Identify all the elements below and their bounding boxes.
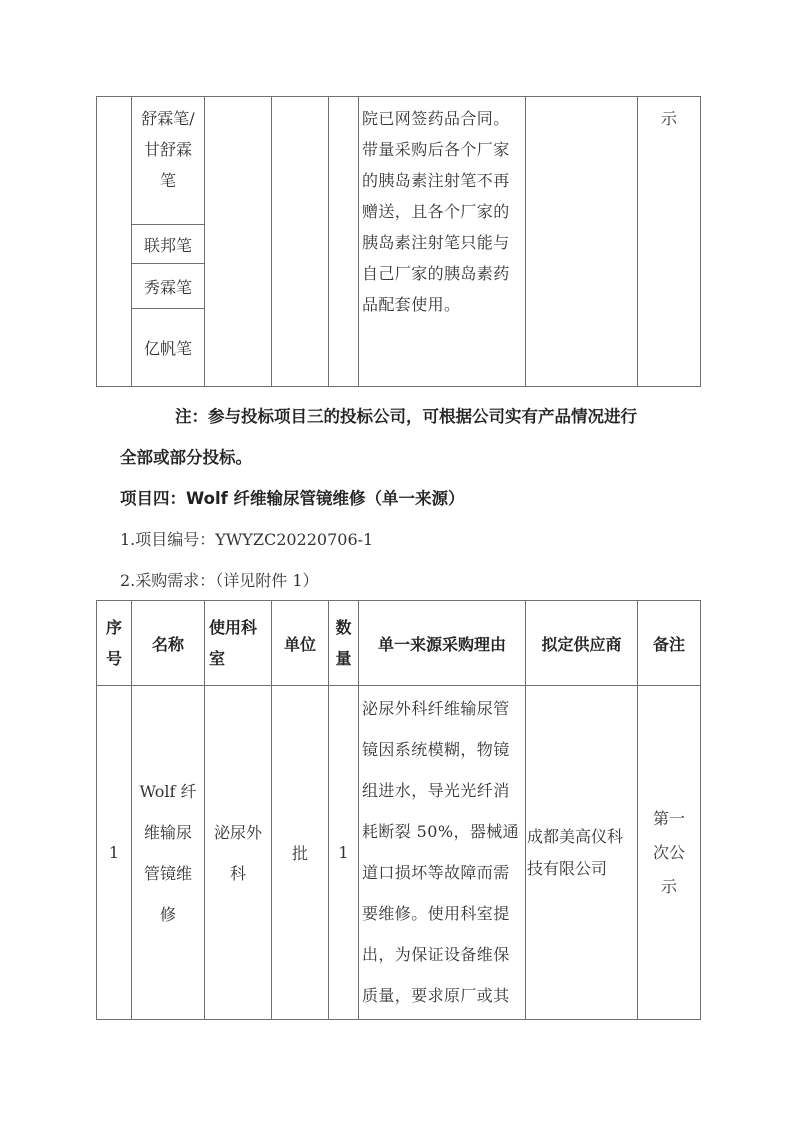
header-qty — [329, 601, 359, 686]
row-reason-line: 组进水，导光光纤消 — [362, 781, 510, 800]
product-cell-1 — [132, 97, 205, 225]
reason-line: 赠送，且各个厂家的 — [362, 202, 510, 221]
note-line-2: 全部或部分投标。 — [120, 448, 252, 467]
header-qty-line: 量 — [335, 649, 352, 668]
row-reason-line: 泌尿外科纤维输尿管 — [362, 699, 510, 718]
reason-line: 的胰岛素注射笔不再 — [362, 171, 510, 190]
header-unit: 单位 — [272, 601, 329, 686]
product-cell-4 — [132, 309, 205, 387]
seq-cell-empty — [97, 97, 132, 387]
row-unit: 批 — [272, 686, 329, 1020]
header-remark: 备注 — [638, 601, 701, 686]
reason-cell — [359, 97, 526, 387]
row-reason-line: 质量，要求原厂或其 — [362, 986, 510, 1005]
procurement-table — [96, 600, 701, 1020]
note-line-1: 注：参与投标项目三的投标公司，可根据公司实有产品情况进行 — [175, 407, 637, 426]
reason-line: 品配套使用。 — [362, 295, 461, 314]
product-cell-2 — [132, 225, 205, 264]
header-row — [97, 601, 701, 686]
header-seq-line: 序 — [105, 618, 122, 637]
header-dept-line: 使用科 — [209, 618, 258, 637]
row-name-line: 维输尿 — [143, 822, 192, 842]
supplier-cell-empty — [526, 97, 638, 387]
row-name — [132, 686, 205, 1020]
remark-text: 示 — [660, 109, 677, 128]
header-seq-line: 号 — [105, 649, 122, 668]
header-qty-line: 数 — [335, 618, 352, 637]
row-supplier — [526, 686, 638, 1020]
row-remark-line: 示 — [660, 876, 677, 896]
reason-line: 自己厂家的胰岛素药 — [362, 264, 510, 283]
product-line: 笔 — [159, 171, 176, 190]
row-remark — [638, 686, 701, 1020]
row-name-line: Wolf 纤 — [139, 781, 197, 801]
header-name: 名称 — [132, 601, 205, 686]
row-name-line: 修 — [159, 904, 176, 924]
product-line: 舒霖笔/ — [141, 109, 195, 128]
reason-line: 带量采购后各个厂家 — [362, 140, 510, 159]
row-dept — [205, 686, 272, 1020]
row-reason-line: 出，为保证设备维保 — [362, 945, 510, 964]
row-qty: 1 — [329, 686, 359, 1020]
row-reason-line: 镜因系统模糊，物镜 — [362, 740, 510, 759]
header-seq — [97, 601, 132, 686]
row-supplier-line: 技有限公司 — [527, 858, 608, 878]
qty-cell-empty — [329, 97, 359, 387]
procurement-requirement: 2.采购需求：（详见附件 1） — [120, 571, 319, 590]
row-seq: 1 — [97, 686, 132, 1020]
product-line: 甘舒霖 — [143, 140, 192, 159]
project-heading: 项目四：Wolf 纤维输尿管镜维修（单一来源） — [120, 489, 465, 508]
reason-line: 胰岛素注射笔只能与 — [362, 233, 510, 252]
row-remark-line: 次公 — [652, 842, 685, 862]
reason-line: 院已网签药品合同。 — [362, 109, 510, 128]
row-dept-line: 泌尿外 — [213, 822, 262, 842]
top-table — [96, 96, 701, 387]
row-supplier-line: 成都美高仪科 — [527, 826, 624, 846]
header-reason: 单一来源采购理由 — [359, 601, 526, 686]
row-dept-line: 科 — [229, 863, 246, 883]
row-remark-line: 第一 — [652, 808, 685, 828]
product-line: 亿帆笔 — [143, 339, 192, 358]
row-reason-line: 道口损坏等故障而需 — [362, 863, 510, 882]
product-line: 秀霖笔 — [143, 277, 192, 297]
table-row — [97, 686, 701, 1020]
header-supplier: 拟定供应商 — [526, 601, 638, 686]
row-name-line: 管镜维 — [143, 863, 192, 883]
header-dept-line: 室 — [209, 649, 226, 668]
row-reason-line: 耗断裂 50%，器械通 — [362, 822, 520, 841]
dept-cell-empty — [205, 97, 272, 387]
row-reason — [359, 686, 526, 1020]
project-number: 1.项目编号：YWYZC20220706-1 — [120, 530, 374, 549]
product-line: 联邦笔 — [143, 235, 192, 255]
header-dept — [205, 601, 272, 686]
unit-cell-empty — [272, 97, 329, 387]
row-reason-line: 要维修。使用科室提 — [362, 904, 510, 923]
remark-cell — [638, 97, 701, 387]
product-cell-3 — [132, 264, 205, 309]
